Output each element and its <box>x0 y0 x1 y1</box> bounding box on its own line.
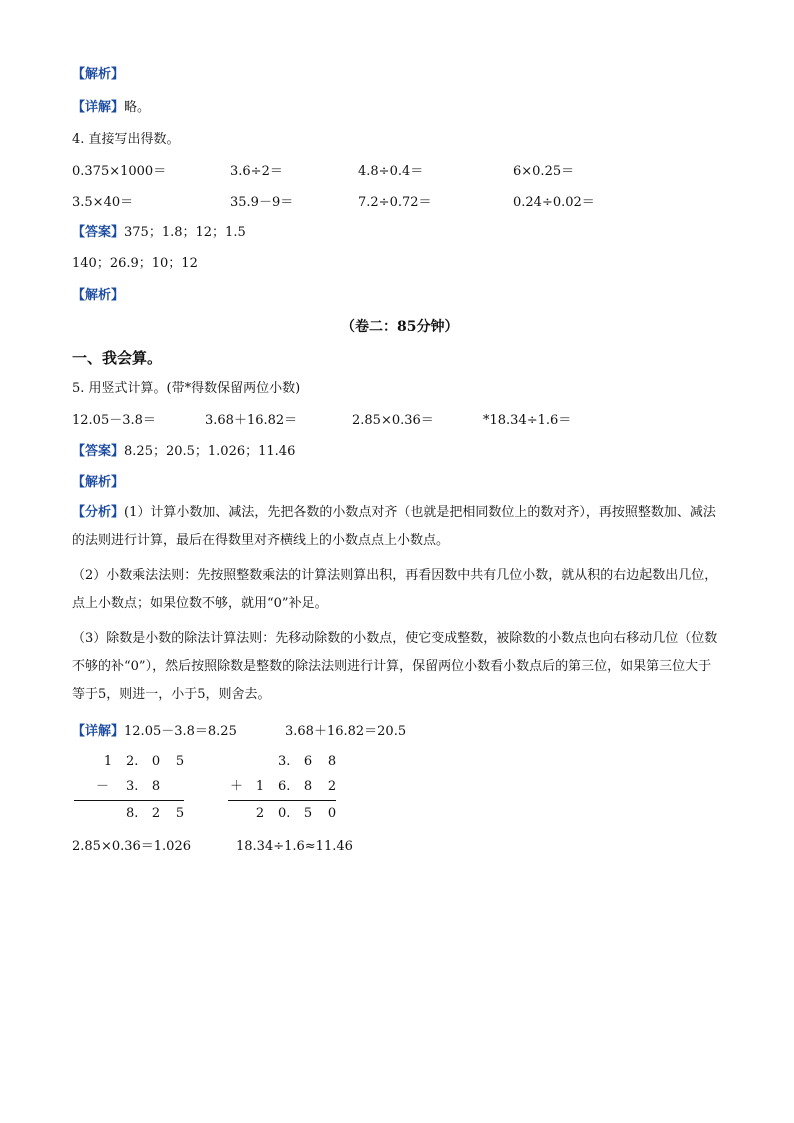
v1-res-digit: 5 <box>175 806 185 821</box>
detail-eq-1: 12.05－3.8＝8.25 <box>124 724 237 739</box>
v2-res-digit: 0. <box>278 806 291 821</box>
detail-tag-q5: 【详解】 <box>72 724 125 739</box>
q4-expr-1: 0.375×1000＝ <box>72 164 167 179</box>
v1-res-digit: 2 <box>151 806 161 821</box>
v1-result-line <box>74 800 184 801</box>
jiexi-tag-q3: 【解析】 <box>72 67 125 82</box>
v2-mid-digit: 8 <box>303 779 313 794</box>
detail-eq-2: 3.68＋16.82＝20.5 <box>285 724 407 739</box>
detail-eq-4: 18.34÷1.6≈11.46 <box>236 839 353 854</box>
detail-line-q3 <box>72 100 150 116</box>
jiexi-tag-q5: 【解析】 <box>72 475 125 490</box>
v1-top-digit: 0 <box>151 754 161 769</box>
v2-mid-digit: 6. <box>278 779 291 794</box>
q4-answer-values-1: 375；1.8；12；1.5 <box>124 225 246 240</box>
q4-expr-8: 0.24÷0.02＝ <box>513 195 595 210</box>
q4-answer-line-1 <box>72 225 246 241</box>
section-title: （卷二：85分钟） <box>341 319 459 335</box>
q4-expr-5: 3.5×40＝ <box>72 195 134 210</box>
q5-answer-line <box>72 444 295 460</box>
v2-top-digit: 6 <box>303 754 313 769</box>
q5-title: 5. 用竖式计算。(带*得数保留两位小数) <box>72 381 301 396</box>
q4-answer-line-2: 140；26.9；10；12 <box>72 256 198 271</box>
q5-answer-values: 8.25；20.5；1.026；11.46 <box>124 444 296 459</box>
analysis-tag: 【分析】 <box>72 505 125 520</box>
v1-mid-digit: 3. <box>126 779 139 794</box>
detail-line-q5 <box>72 724 237 740</box>
v2-res-digit: 2 <box>255 806 265 821</box>
v1-top-digit: 5 <box>175 754 185 769</box>
q5-expr-3: 2.85×0.36＝ <box>352 413 434 428</box>
q5-expr-2: 3.68＋16.82＝ <box>205 413 298 428</box>
jiexi-tag-q4: 【解析】 <box>72 288 125 303</box>
answer-tag-q5: 【答案】 <box>72 444 125 459</box>
v1-res-digit: 8. <box>126 806 139 821</box>
v2-mid-digit: 1 <box>255 779 265 794</box>
analysis-paragraph-2: （2）小数乘法法则：先按照整数乘法的计算法则算出积，再看因数中共有几位小数，就从积的右边起数出几位，点上小数点；如果位数不够，就用“0”补足。 <box>72 568 718 611</box>
analysis-paragraph-3: （3）除数是小数的除法计算法则：先移动除数的小数点，使它变成整数，被除数的小数点也向右移动几位（位数不够的补“0”），然后按照除数是整数的除法法则进行计算，保留两位小数看小数点后的第三位，如果第三位大于等于5，则进一，小于5，则舍去。 <box>72 631 718 702</box>
v2-result-line <box>228 800 336 801</box>
detail-tag-q3: 【详解】 <box>72 100 125 115</box>
answer-tag-q4: 【答案】 <box>72 225 125 240</box>
v2-top-digit: 8 <box>327 754 337 769</box>
v2-mid-digit: 2 <box>327 779 337 794</box>
analysis-paragraph-1 <box>72 499 720 555</box>
v1-top-digit: 1 <box>103 754 113 769</box>
v2-top-digit: 3. <box>278 754 291 769</box>
section-heading: 一、我会算。 <box>72 349 163 367</box>
q5-expr-4: *18.34÷1.6＝ <box>483 413 572 428</box>
v2-operator: ＋ <box>230 779 244 794</box>
v1-operator: － <box>96 779 110 794</box>
detail-eq-3: 2.85×0.36＝1.026 <box>72 839 191 854</box>
v1-mid-digit: 8 <box>151 779 161 794</box>
q4-expr-7: 7.2÷0.72＝ <box>358 195 432 210</box>
q4-expr-2: 3.6÷2＝ <box>230 164 283 179</box>
q4-expr-3: 4.8÷0.4＝ <box>358 164 424 179</box>
q5-expr-1: 12.05－3.8＝ <box>72 413 156 428</box>
q4-expr-4: 6×0.25＝ <box>513 164 575 179</box>
v2-res-digit: 0 <box>327 806 337 821</box>
detail-text-q3: 略。 <box>124 100 151 115</box>
q4-title: 4. 直接写出得数。 <box>72 132 180 147</box>
analysis-text-1: (1）计算小数加、减法，先把各数的小数点对齐（也就是把相同数位上的数对齐），再按照整数加、减法的法则进行计算，最后在得数里对齐横线上的小数点点上小数点。 <box>72 505 716 548</box>
q4-expr-6: 35.9－9＝ <box>230 195 294 210</box>
v1-top-digit: 2. <box>126 754 139 769</box>
v2-res-digit: 5 <box>303 806 313 821</box>
